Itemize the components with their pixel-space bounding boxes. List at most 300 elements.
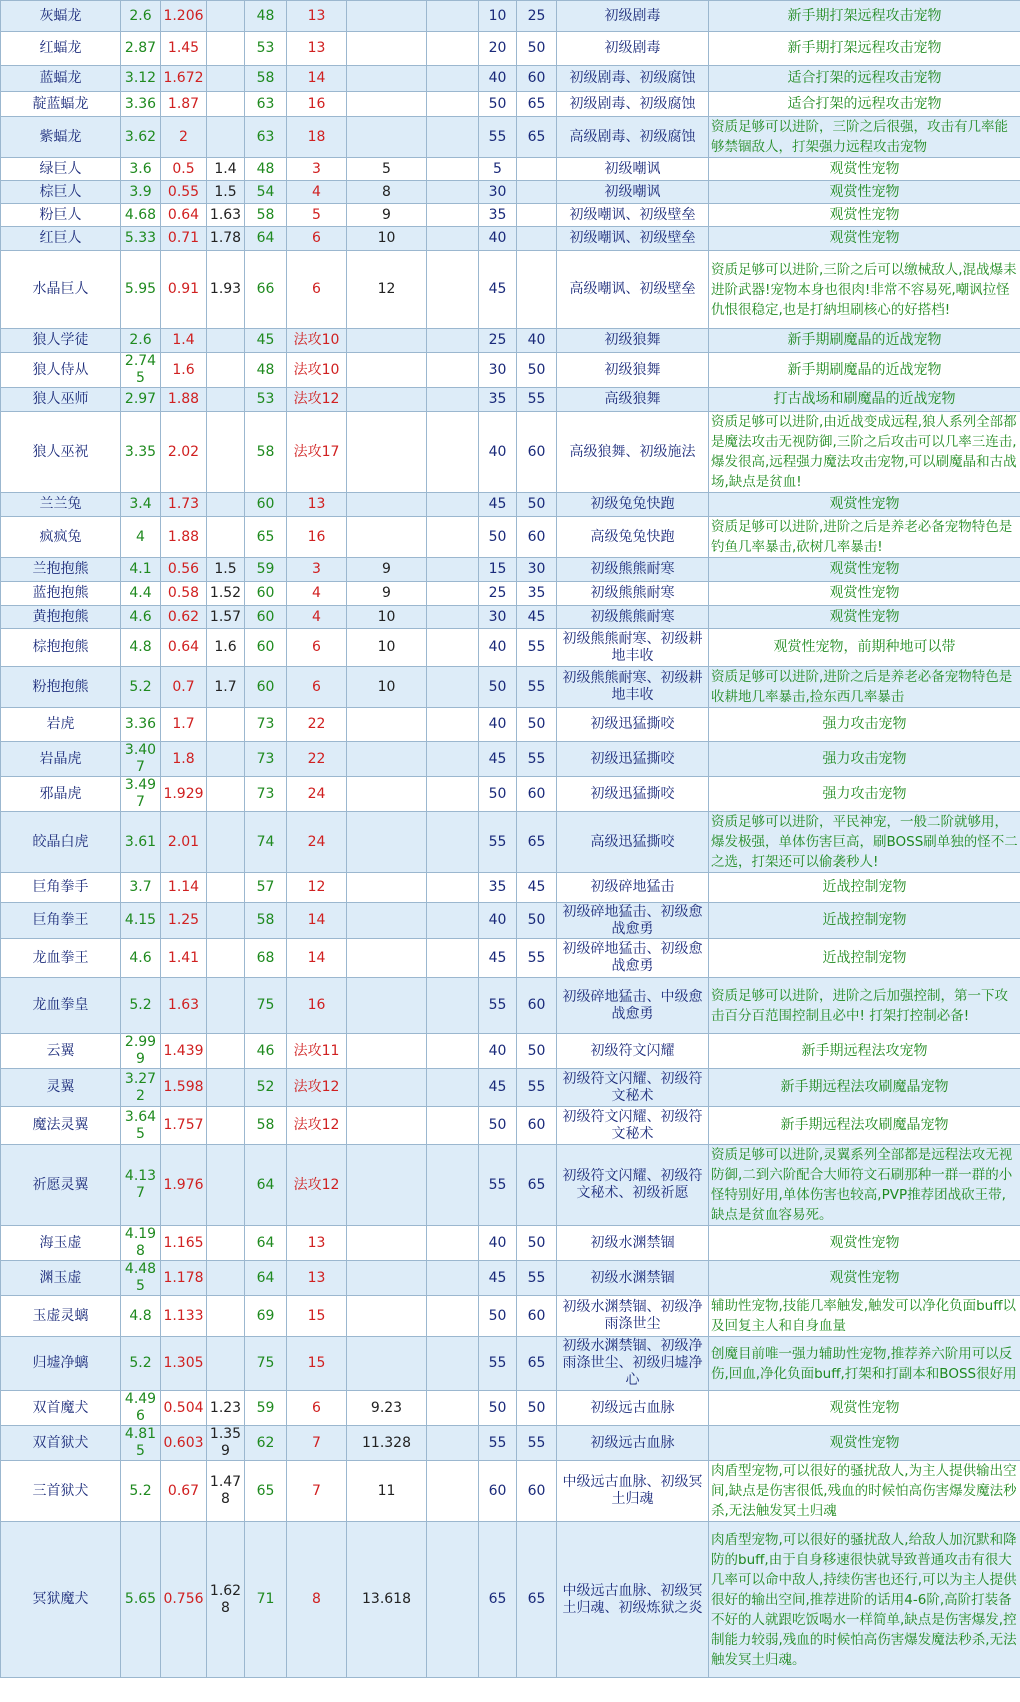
- table-row: [1, 1145, 1020, 1226]
- skill-cell: 初级兔兔快跑: [557, 493, 709, 517]
- stat-cell: 57: [245, 873, 287, 903]
- table-row: [1, 606, 1020, 629]
- skill-cell: 初级嘲讽、初级壁垒: [557, 204, 709, 227]
- stat-cell: [347, 812, 427, 873]
- stat-cell: 2.97: [121, 388, 161, 412]
- stat-cell: [427, 32, 479, 66]
- stat-cell: [427, 412, 479, 493]
- stat-cell: 24: [287, 777, 347, 812]
- stat-cell: 75: [245, 1337, 287, 1391]
- stat-cell: [427, 493, 479, 517]
- pet-name-cell: 粉抱抱熊: [1, 667, 121, 708]
- stat-cell: 48: [245, 353, 287, 388]
- stat-cell: 3.12: [121, 66, 161, 92]
- stat-cell: [427, 251, 479, 329]
- stat-cell: [207, 353, 245, 388]
- stat-cell: 0.58: [161, 582, 207, 606]
- stat-cell: 55: [517, 939, 557, 978]
- stat-cell: 0.56: [161, 558, 207, 582]
- stat-cell: [347, 92, 427, 117]
- description-cell: 观赏性宠物: [709, 227, 1020, 251]
- description-cell: 观赏性宠物: [709, 181, 1020, 204]
- pet-name-cell: 狼人巫祝: [1, 412, 121, 493]
- pet-name-cell: 巨角拳手: [1, 873, 121, 903]
- stat-cell: 69: [245, 1296, 287, 1337]
- stat-cell: [347, 353, 427, 388]
- pet-name-cell: 狼人侍从: [1, 353, 121, 388]
- skill-cell: 中级远古血脉、初级冥土归魂: [557, 1461, 709, 1522]
- description-cell: 观赏性宠物: [709, 493, 1020, 517]
- stat-cell: 1.628: [207, 1522, 245, 1678]
- table-row: [1, 412, 1020, 493]
- stat-cell: 60: [517, 517, 557, 558]
- stat-cell: [427, 92, 479, 117]
- skill-cell: 高级狼舞、初级施法: [557, 412, 709, 493]
- stat-cell: 1.5: [207, 181, 245, 204]
- stat-cell: 8: [347, 181, 427, 204]
- pet-name-cell: 玉虚灵螭: [1, 1296, 121, 1337]
- description-cell: 辅助性宠物,技能几率触发,触发可以净化负面buff以及回复主人和自身血量: [709, 1296, 1020, 1337]
- skill-cell: 初级熊熊耐寒、初级耕地丰收: [557, 667, 709, 708]
- stat-cell: 73: [245, 777, 287, 812]
- description-cell: 资质足够可以进阶，平民神宠，一般二阶就够用，爆发极强，单体伤害巨高，刷BOSS刷单独的怪不二之选，打架还可以偷袭秒人!: [709, 812, 1020, 873]
- stat-cell: 10: [347, 667, 427, 708]
- skill-cell: 初级碎地猛击、初级愈战愈勇: [557, 903, 709, 939]
- stat-cell: 45: [479, 493, 517, 517]
- stat-cell: 16: [287, 517, 347, 558]
- stat-cell: [427, 1145, 479, 1226]
- table-row: [1, 329, 1020, 353]
- stat-cell: 60: [517, 1107, 557, 1145]
- pet-name-cell: 冥狱魔犬: [1, 1522, 121, 1678]
- table-row: [1, 32, 1020, 66]
- stat-cell: 5.65: [121, 1522, 161, 1678]
- stat-cell: 55: [517, 629, 557, 667]
- table-row: [1, 181, 1020, 204]
- stat-cell: 35: [479, 873, 517, 903]
- description-cell: 打古战场和刷魔晶的近战宠物: [709, 388, 1020, 412]
- pet-name-cell: 狼人学徒: [1, 329, 121, 353]
- description-cell: 观赏性宠物，前期种地可以带: [709, 629, 1020, 667]
- stat-cell: 1.23: [207, 1391, 245, 1426]
- stat-cell: 3.4: [121, 493, 161, 517]
- stat-cell: 4: [121, 517, 161, 558]
- stat-cell: [347, 1226, 427, 1261]
- stat-cell: 50: [479, 1391, 517, 1426]
- stat-cell: 1.52: [207, 582, 245, 606]
- stat-cell: [347, 742, 427, 777]
- stat-cell: 40: [517, 329, 557, 353]
- description-cell: 观赏性宠物: [709, 204, 1020, 227]
- stat-cell: [427, 777, 479, 812]
- table-row: [1, 353, 1020, 388]
- stat-cell: 45: [479, 1261, 517, 1296]
- skill-cell: 初级远古血脉: [557, 1391, 709, 1426]
- stat-cell: 1.929: [161, 777, 207, 812]
- skill-cell: 初级熊熊耐寒、初级耕地丰收: [557, 629, 709, 667]
- description-cell: 观赏性宠物: [709, 582, 1020, 606]
- stat-cell: 0.71: [161, 227, 207, 251]
- stat-cell: 4.485: [121, 1261, 161, 1296]
- stat-cell: [427, 204, 479, 227]
- stat-cell: 58: [245, 204, 287, 227]
- stat-cell: 2.6: [121, 329, 161, 353]
- stat-cell: 0.67: [161, 1461, 207, 1522]
- stat-cell: 5.33: [121, 227, 161, 251]
- skill-cell: 初级符文闪耀: [557, 1034, 709, 1069]
- stat-cell: 4.6: [121, 606, 161, 629]
- stat-cell: 59: [245, 558, 287, 582]
- stat-cell: [207, 1296, 245, 1337]
- stat-cell: 3.36: [121, 92, 161, 117]
- stat-cell: 1.359: [207, 1426, 245, 1461]
- stat-cell: 55: [517, 1261, 557, 1296]
- stat-cell: 1.598: [161, 1069, 207, 1107]
- skill-cell: 初级狼舞: [557, 353, 709, 388]
- stat-cell: [427, 1034, 479, 1069]
- stat-cell: 10: [347, 606, 427, 629]
- stat-cell: [427, 606, 479, 629]
- stat-cell: 3.407: [121, 742, 161, 777]
- description-cell: 资质足够可以进阶,进阶之后是养老必备宠物特色是收耕地几率暴击,捡东西几率暴击: [709, 667, 1020, 708]
- pet-name-cell: 云翼: [1, 1034, 121, 1069]
- stat-cell: 50: [479, 517, 517, 558]
- stat-cell: [347, 708, 427, 742]
- stat-cell: 1.88: [161, 388, 207, 412]
- pet-name-cell: 皎晶白虎: [1, 812, 121, 873]
- stat-cell: [347, 1145, 427, 1226]
- stat-cell: 73: [245, 708, 287, 742]
- stat-cell: [427, 353, 479, 388]
- stat-cell: 20: [479, 32, 517, 66]
- stat-cell: 5.2: [121, 978, 161, 1034]
- stat-cell: [207, 708, 245, 742]
- stat-cell: 50: [479, 667, 517, 708]
- stat-cell: 52: [245, 1069, 287, 1107]
- stat-cell: [427, 978, 479, 1034]
- stat-cell: 50: [517, 493, 557, 517]
- stat-cell: 9: [347, 582, 427, 606]
- stat-cell: 60: [245, 493, 287, 517]
- stat-cell: [207, 117, 245, 158]
- stat-cell: 1.7: [207, 667, 245, 708]
- skill-cell: 高级嘲讽、初级壁垒: [557, 251, 709, 329]
- skill-cell: 初级嘲讽: [557, 181, 709, 204]
- stat-cell: 15: [479, 558, 517, 582]
- stat-cell: 55: [517, 1069, 557, 1107]
- stat-cell: 5.2: [121, 667, 161, 708]
- stat-cell: 1.439: [161, 1034, 207, 1069]
- stat-cell: 45: [245, 329, 287, 353]
- stat-cell: 12: [287, 873, 347, 903]
- description-cell: 观赏性宠物: [709, 1426, 1020, 1461]
- pet-name-cell: 兰兰兔: [1, 493, 121, 517]
- pet-name-cell: 归墟净螭: [1, 1337, 121, 1391]
- pet-name-cell: 红巨人: [1, 227, 121, 251]
- pet-name-cell: 紫蝠龙: [1, 117, 121, 158]
- stat-cell: 1.165: [161, 1226, 207, 1261]
- stat-cell: [207, 32, 245, 66]
- stat-cell: 法攻17: [287, 412, 347, 493]
- table-row: [1, 92, 1020, 117]
- stat-cell: 1.133: [161, 1296, 207, 1337]
- table-row: [1, 939, 1020, 978]
- stat-cell: [517, 204, 557, 227]
- description-cell: 资质足够可以进阶,三阶之后可以缴械敌人,混战爆耒进阶武器!宠物本身也很肉!非常不容易死,嘲讽拉怪仇恨很稳定,也是打納坦刷核心的好搭档!: [709, 251, 1020, 329]
- table-row: [1, 667, 1020, 708]
- stat-cell: 11: [347, 1461, 427, 1522]
- stat-cell: [427, 1426, 479, 1461]
- stat-cell: 64: [245, 227, 287, 251]
- stat-cell: 4: [287, 582, 347, 606]
- stat-cell: 22: [287, 742, 347, 777]
- stat-cell: 13: [287, 1, 347, 32]
- table-row: [1, 558, 1020, 582]
- stat-cell: 13: [287, 1261, 347, 1296]
- table-row: [1, 117, 1020, 158]
- stat-cell: 3: [287, 158, 347, 181]
- description-cell: 新手期远程法攻刷魔晶宠物: [709, 1069, 1020, 1107]
- pet-name-cell: 粉巨人: [1, 204, 121, 227]
- table-row: [1, 388, 1020, 412]
- table-row: [1, 66, 1020, 92]
- stat-cell: 3.61: [121, 812, 161, 873]
- stat-cell: [427, 1069, 479, 1107]
- stat-cell: 53: [245, 388, 287, 412]
- description-cell: 新手期刷魔晶的近战宠物: [709, 329, 1020, 353]
- stat-cell: [427, 742, 479, 777]
- description-cell: 强力攻击宠物: [709, 708, 1020, 742]
- table-row: [1, 582, 1020, 606]
- stat-cell: [347, 1, 427, 32]
- stat-cell: 40: [479, 708, 517, 742]
- stat-cell: 12: [347, 251, 427, 329]
- stat-cell: 1.88: [161, 517, 207, 558]
- stat-cell: 4.198: [121, 1226, 161, 1261]
- stat-cell: 6: [287, 667, 347, 708]
- stat-cell: [207, 1261, 245, 1296]
- stat-cell: 35: [479, 204, 517, 227]
- stat-cell: 55: [479, 1145, 517, 1226]
- pet-name-cell: 祈愿灵翼: [1, 1145, 121, 1226]
- stat-cell: 14: [287, 66, 347, 92]
- stat-cell: [427, 939, 479, 978]
- stat-cell: 45: [517, 873, 557, 903]
- stat-cell: 4.496: [121, 1391, 161, 1426]
- skill-cell: 初级水渊禁锢: [557, 1226, 709, 1261]
- stat-cell: 60: [517, 66, 557, 92]
- stat-cell: 9: [347, 558, 427, 582]
- stat-cell: [207, 388, 245, 412]
- pet-name-cell: 蓝蝠龙: [1, 66, 121, 92]
- stat-cell: 4.6: [121, 939, 161, 978]
- stat-cell: 1.206: [161, 1, 207, 32]
- stat-cell: 58: [245, 1107, 287, 1145]
- stat-cell: [207, 939, 245, 978]
- stat-cell: 6: [287, 1391, 347, 1426]
- stat-cell: 7: [287, 1461, 347, 1522]
- table-row: [1, 158, 1020, 181]
- table-row: [1, 204, 1020, 227]
- stat-cell: 60: [517, 978, 557, 1034]
- skill-cell: 初级碎地猛击: [557, 873, 709, 903]
- stat-cell: 1.6: [161, 353, 207, 388]
- description-cell: 资质足够可以进阶,由近战变成远程,狼人系列全部都是魔法攻击无视防御,三阶之后攻击可以几率三连击,爆发很高,远程强力魔法攻击宠物,可以刷魔晶和古战场,缺点是贫血!: [709, 412, 1020, 493]
- skill-cell: 初级碎地猛击、中级愈战愈勇: [557, 978, 709, 1034]
- stat-cell: 1.41: [161, 939, 207, 978]
- table-row: [1, 517, 1020, 558]
- stat-cell: 0.504: [161, 1391, 207, 1426]
- stat-cell: 4.15: [121, 903, 161, 939]
- skill-cell: 初级熊熊耐寒: [557, 582, 709, 606]
- stat-cell: 60: [479, 1461, 517, 1522]
- stat-cell: 法攻12: [287, 1145, 347, 1226]
- stat-cell: 71: [245, 1522, 287, 1678]
- stat-cell: 14: [287, 939, 347, 978]
- stat-cell: [427, 812, 479, 873]
- stat-cell: [427, 903, 479, 939]
- skill-cell: 初级剧毒: [557, 32, 709, 66]
- stat-cell: 30: [517, 558, 557, 582]
- table-row: [1, 742, 1020, 777]
- stat-cell: 64: [245, 1261, 287, 1296]
- stat-cell: 6: [287, 629, 347, 667]
- description-cell: 新手期打架远程攻击宠物: [709, 32, 1020, 66]
- stat-cell: 5: [287, 204, 347, 227]
- stat-cell: 4.815: [121, 1426, 161, 1461]
- stat-cell: 10: [479, 1, 517, 32]
- stat-cell: [427, 388, 479, 412]
- stat-cell: 48: [245, 1, 287, 32]
- stat-cell: 1.757: [161, 1107, 207, 1145]
- stat-cell: 65: [517, 812, 557, 873]
- stat-cell: 65: [517, 1145, 557, 1226]
- stat-cell: 55: [479, 812, 517, 873]
- table-row: [1, 1461, 1020, 1522]
- stat-cell: [207, 517, 245, 558]
- stat-cell: 50: [479, 777, 517, 812]
- stat-cell: 1.78: [207, 227, 245, 251]
- stat-cell: 24: [287, 812, 347, 873]
- stat-cell: 5: [479, 158, 517, 181]
- stat-cell: 1.63: [207, 204, 245, 227]
- stat-cell: 0.55: [161, 181, 207, 204]
- stat-cell: 2.01: [161, 812, 207, 873]
- pet-name-cell: 黄抱抱熊: [1, 606, 121, 629]
- stat-cell: 66: [245, 251, 287, 329]
- stat-cell: 73: [245, 742, 287, 777]
- table-row: [1, 1296, 1020, 1337]
- stat-cell: 50: [479, 92, 517, 117]
- table-row: [1, 777, 1020, 812]
- description-cell: 创魔目前唯一强力辅助性宠物,推荐养六阶用可以反伤,回血,净化负面buff,打架和打副本和BOSS很好用: [709, 1337, 1020, 1391]
- table-row: [1, 1522, 1020, 1678]
- stat-cell: 60: [517, 777, 557, 812]
- skill-cell: 中级远古血脉、初级冥土归魂、初级炼狱之炎: [557, 1522, 709, 1678]
- skill-cell: 高级兔兔快跑: [557, 517, 709, 558]
- table-row: [1, 1337, 1020, 1391]
- stat-cell: [207, 1034, 245, 1069]
- stat-cell: 15: [287, 1296, 347, 1337]
- description-cell: 近战控制宠物: [709, 873, 1020, 903]
- stat-cell: [347, 978, 427, 1034]
- stat-cell: [427, 181, 479, 204]
- skill-cell: 初级远古血脉: [557, 1426, 709, 1461]
- stat-cell: 2.745: [121, 353, 161, 388]
- stat-cell: 0.91: [161, 251, 207, 329]
- stat-cell: [427, 1296, 479, 1337]
- skill-cell: 高级狼舞: [557, 388, 709, 412]
- stat-cell: 60: [517, 412, 557, 493]
- stat-cell: 65: [245, 1461, 287, 1522]
- table-row: [1, 1, 1020, 32]
- stat-cell: 0.62: [161, 606, 207, 629]
- stat-cell: [427, 117, 479, 158]
- stat-cell: 55: [479, 117, 517, 158]
- stat-cell: 16: [287, 92, 347, 117]
- description-cell: 资质足够可以进阶,灵翼系列全部都是远程法攻无视防御,二到六阶配合大师符文石刷那种一群一群的小怪特别好用,单体伤害也较高,PVP推荐团战砍王带,缺点是贫血容易死。: [709, 1145, 1020, 1226]
- pet-name-cell: 狼人巫师: [1, 388, 121, 412]
- table-row: [1, 629, 1020, 667]
- stat-cell: 0.756: [161, 1522, 207, 1678]
- stat-cell: [347, 1296, 427, 1337]
- stat-cell: 63: [245, 92, 287, 117]
- stat-cell: 0.7: [161, 667, 207, 708]
- stat-cell: 14: [287, 903, 347, 939]
- stat-cell: 1.73: [161, 493, 207, 517]
- stat-cell: [347, 873, 427, 903]
- stat-cell: 50: [517, 1034, 557, 1069]
- stat-cell: [427, 1226, 479, 1261]
- stat-cell: 1.976: [161, 1145, 207, 1226]
- skill-cell: 初级熊熊耐寒: [557, 606, 709, 629]
- pet-name-cell: 疯疯兔: [1, 517, 121, 558]
- stat-cell: 60: [245, 582, 287, 606]
- stat-cell: 55: [517, 388, 557, 412]
- table-row: [1, 1391, 1020, 1426]
- stat-cell: [347, 412, 427, 493]
- stat-cell: [347, 903, 427, 939]
- stat-cell: 7: [287, 1426, 347, 1461]
- stat-cell: 法攻10: [287, 353, 347, 388]
- stat-cell: 10: [347, 227, 427, 251]
- stat-cell: [347, 32, 427, 66]
- skill-cell: 初级符文闪耀、初级符文秘术、初级祈愿: [557, 1145, 709, 1226]
- stat-cell: 3.497: [121, 777, 161, 812]
- stat-cell: 65: [517, 1522, 557, 1678]
- description-cell: 肉盾型宠物,可以很好的骚扰敌人,为主人提供输出空间,缺点是伤害很低,残血的时候怕高伤害爆发魔法秒杀,无法触发冥土归魂: [709, 1461, 1020, 1522]
- stat-cell: [347, 1337, 427, 1391]
- skill-cell: 高级迅猛撕咬: [557, 812, 709, 873]
- skill-cell: 初级碎地猛击、初级愈战愈勇: [557, 939, 709, 978]
- stat-cell: [207, 1107, 245, 1145]
- stat-cell: [347, 1069, 427, 1107]
- stat-cell: [207, 92, 245, 117]
- stat-cell: 48: [245, 158, 287, 181]
- description-cell: 适合打架的远程攻击宠物: [709, 92, 1020, 117]
- stat-cell: 0.603: [161, 1426, 207, 1461]
- stat-cell: 55: [517, 1426, 557, 1461]
- pet-name-cell: 灵翼: [1, 1069, 121, 1107]
- stat-cell: 2.87: [121, 32, 161, 66]
- stat-cell: 55: [479, 1337, 517, 1391]
- stat-cell: 64: [245, 1226, 287, 1261]
- pet-name-cell: 岩虎: [1, 708, 121, 742]
- stat-cell: [347, 329, 427, 353]
- stat-cell: 5.2: [121, 1461, 161, 1522]
- stat-cell: 30: [479, 606, 517, 629]
- stat-cell: 1.478: [207, 1461, 245, 1522]
